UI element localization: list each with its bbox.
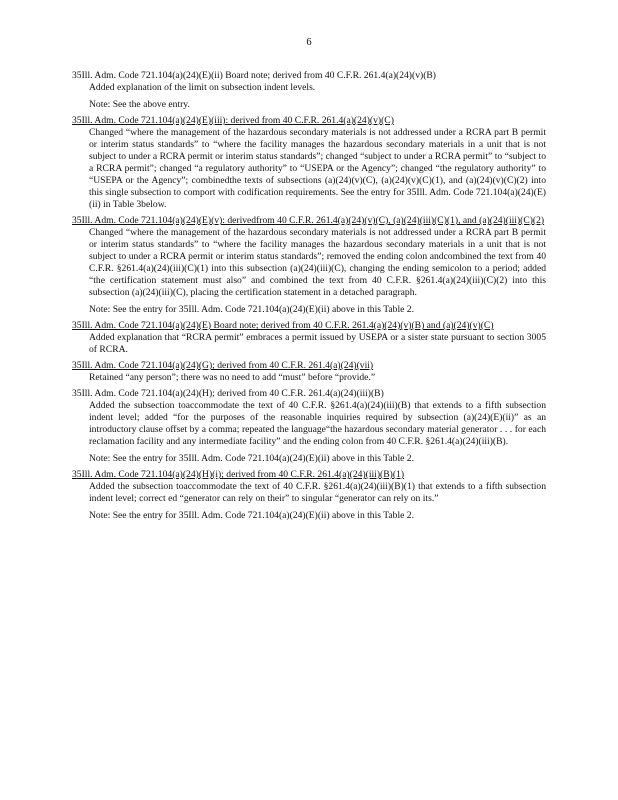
table-entry bbox=[72, 320, 546, 356]
entry-note: Note: See the entry for 35Ill. Adm. Code 721.104(a)(24)(E)(ii) above in this Table 2. bbox=[89, 304, 414, 315]
page-number: 6 bbox=[306, 37, 312, 48]
entry-body: Added the subsection toaccommodate the text of 40 C.F.R. §261.4(a)(24)(iii)(B)(1) that extends to a fifth subsection indent level; correct ed “generator can rely on their” to singular “generator can rely on its.” bbox=[89, 481, 546, 504]
document-body bbox=[72, 70, 546, 526]
entry-heading: 35Ill. Adm. Code 721.104(a)(24)(H)(i); derived from 40 C.F.R. 261.4(a)(24)(iii)(B)(1) bbox=[72, 469, 405, 480]
entry-heading: 35Ill. Adm. Code 721.104(a)(24)(G); derived from 40 C.F.R. 261.4(a)(24)(vii) bbox=[72, 360, 374, 371]
entry-body: Added explanation of the limit on subsection indent levels. bbox=[89, 82, 316, 93]
table-entry bbox=[72, 70, 546, 111]
table-entry bbox=[72, 360, 546, 384]
entry-heading: 35Ill. Adm. Code 721.104(a)(24)(E)(ii) Board note; derived from 40 C.F.R. 261.4(a)(24)(v)(B) bbox=[72, 70, 436, 81]
entry-heading: 35Ill. Adm. Code 721.104(a)(24)(E)(iii): derived from 40 C.F.R. 261.4(a)(24)(v)(C) bbox=[72, 115, 394, 126]
entry-body: Added the subsection toaccommodate the text of 40 C.F.R. §261.4(a)(24)(iii)(B) that extends to a fifth subsection indent level; added “for the purposes of the reasonable inquiries required by subsection (a)(24)(E)(ii)” as an introductory clause offset by a comma; repeated the language“the hazardous secondary material generator . . . for each reclamation facility and any intermediate facility” and the ending colon from 40 C.F.R. §261.4(a)(24)(iii)(B). bbox=[89, 400, 546, 447]
entry-heading: 35Ill. Adm. Code 721.104(a)(24)(H); derived from 40 C.F.R. 261.4(a)(24)(iii)(B) bbox=[72, 388, 384, 399]
table-entry bbox=[72, 215, 546, 316]
entry-body: Changed “where the management of the hazardous secondary materials is not addressed under a RCRA part B permit or interim status standards” to “where the facility manages the hazardous secondary materials in a unit that is not subject to under a RCRA permit or interim status standards”; changed “subject to under a RCRA permit” to “subject to a RCRA permit”; changed “a regulatory authority” to “USEPA or the Agency”; changed “the regulatory authority” to “USEPA or the Agency”; combinedthe texts of subsections (a)(24)(v)(C), (a)(24)(v)(C)(1), and (a)(24)(v)(C)(2) into this single subsection to comport with codification requirements. See the entry for 35Ill. Adm. Code 721.104(a)(24)(E)(ii) in Table 3below. bbox=[89, 127, 546, 210]
entry-body: Added explanation that “RCRA permit” embraces a permit issued by USEPA or a sister state pursuant to section 3005 of RCRA. bbox=[89, 332, 546, 355]
entry-note: Note: See the entry for 35Ill. Adm. Code 721.104(a)(24)(E)(ii) above in this Table 2. bbox=[89, 453, 414, 464]
entry-note: Note: See the entry for 35Ill. Adm. Code 721.104(a)(24)(E)(ii) above in this Table 2. bbox=[89, 510, 414, 521]
table-entry bbox=[72, 115, 546, 211]
entry-heading: 35Ill. Adm. Code 721.104(a)(24)(E)(v): derivedfrom 40 C.F.R. 261.4(a)(24)(v)(C), (a)(24)(iii)(C)(1), and (a)(24)(iii)(C)(2) bbox=[72, 215, 545, 226]
entry-heading: 35Ill. Adm. Code 721.104(a)(24)(E) Board note; derived from 40 C.F.R. 261.4(a)(24)(v)(B) and (a)(24)(v)(C) bbox=[72, 320, 494, 331]
table-entry bbox=[72, 388, 546, 465]
entry-note: Note: See the above entry. bbox=[89, 99, 190, 110]
table-entry bbox=[72, 469, 546, 522]
entry-body: Changed “where the management of the hazardous secondary materials is not addressed under a RCRA part B permit or interim status standards” to “where the facility manages the hazardous secondary materials in a unit that is not subject to under a RCRA permit or interim status standards”; removed the ending colon andcombined the text from 40 C.F.R. §261.4(a)(24)(iii)(C)(1) into this subsection (a)(24)(iii)(C), changing the ending semicolon to a period; added “the certification statement must also” and combined the text from 40 C.F.R. §261.4(a)(24)(iii)(C)(2) into this subsection (a)(24)(iii)(C), placing the certification statement in a detached paragraph. bbox=[89, 227, 546, 298]
entry-body: Retained “any person”; there was no need to add “must” before “provide.” bbox=[89, 372, 376, 383]
